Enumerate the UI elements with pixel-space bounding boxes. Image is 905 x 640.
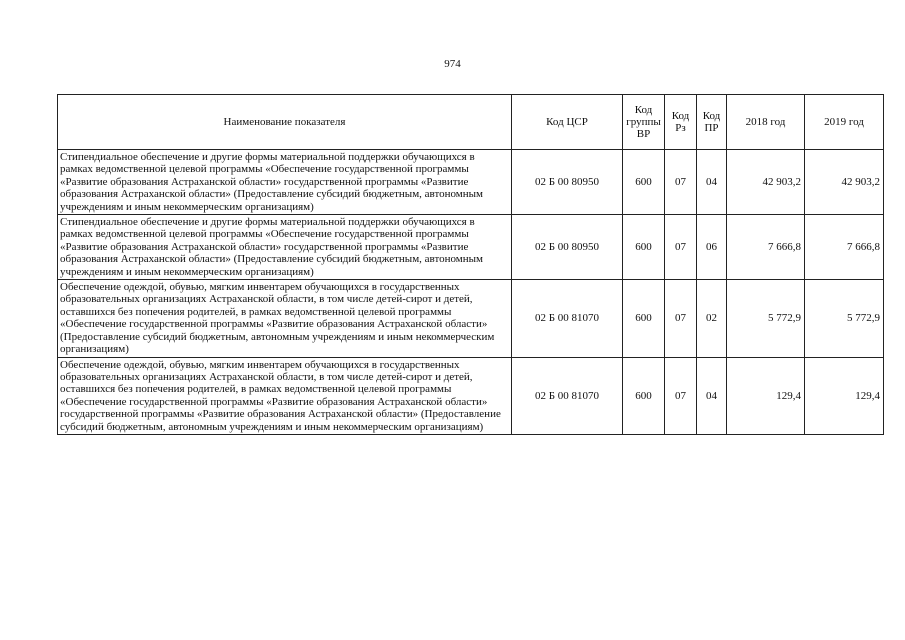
header-pr-code: Код ПР bbox=[697, 95, 727, 150]
budget-table bbox=[57, 94, 884, 435]
header-year-2018: 2018 год bbox=[727, 95, 805, 150]
indicator-name: Обеспечение одеждой, обувью, мягким инвентарем обучающихся в государственных образовательных организациях Астраханской области, в том числе детей-сирот и детей, оставшихся без попечения родителей, в рамках ведомственной целевой программы «Обеспечение государственной программы «Развитие образования Астраханской области» государственной программы «Развитие образования Астраханской области» (Предоставление субсидий бюджетным, автономным учреждениям и иным некоммерческим организациям) bbox=[58, 357, 512, 434]
csr-code: 02 Б 00 81070 bbox=[512, 357, 623, 434]
table-row bbox=[58, 357, 884, 434]
indicator-name: Стипендиальное обеспечение и другие формы материальной поддержки обучающихся в рамках ведомственной целевой программы «Обеспечение государственной программы «Развитие образования Астраханской области» государственной программы «Развитие образования Астраханской области» (Предоставление субсидий бюджетным, автономным учреждениям и иным некоммерческим организациям) bbox=[58, 150, 512, 215]
table-row bbox=[58, 280, 884, 357]
amount-2018: 7 666,8 bbox=[727, 215, 805, 280]
amount-2018: 42 903,2 bbox=[727, 150, 805, 215]
header-vr-code: Код группы ВР bbox=[623, 95, 665, 150]
csr-code: 02 Б 00 80950 bbox=[512, 150, 623, 215]
header-csr-code: Код ЦСР bbox=[512, 95, 623, 150]
header-rz-code: Код Рз bbox=[665, 95, 697, 150]
vr-code: 600 bbox=[623, 150, 665, 215]
amount-2019: 42 903,2 bbox=[805, 150, 884, 215]
pr-code: 04 bbox=[697, 150, 727, 215]
header-year-2019: 2019 год bbox=[805, 95, 884, 150]
amount-2019: 7 666,8 bbox=[805, 215, 884, 280]
amount-2018: 129,4 bbox=[727, 357, 805, 434]
pr-code: 04 bbox=[697, 357, 727, 434]
csr-code: 02 Б 00 81070 bbox=[512, 280, 623, 357]
amount-2019: 129,4 bbox=[805, 357, 884, 434]
table-header-row bbox=[58, 95, 884, 150]
table-row bbox=[58, 215, 884, 280]
pr-code: 06 bbox=[697, 215, 727, 280]
amount-2019: 5 772,9 bbox=[805, 280, 884, 357]
pr-code: 02 bbox=[697, 280, 727, 357]
table-row bbox=[58, 150, 884, 215]
vr-code: 600 bbox=[623, 280, 665, 357]
rz-code: 07 bbox=[665, 215, 697, 280]
rz-code: 07 bbox=[665, 357, 697, 434]
indicator-name: Стипендиальное обеспечение и другие формы материальной поддержки обучающихся в рамках ведомственной целевой программы «Обеспечение государственной программы «Развитие образования Астраханской области» государственной программы «Развитие образования Астраханской области» (Предоставление субсидий бюджетным, автономным учреждениям и иным некоммерческим организациям) bbox=[58, 215, 512, 280]
indicator-name: Обеспечение одеждой, обувью, мягким инвентарем обучающихся в государственных образовательных организациях Астраханской области, в том числе детей-сирот и детей, оставшихся без попечения родителей, в рамках ведомственной целевой программы «Обеспечение государственной программы «Развитие образования Астраханской области» (Предоставление субсидий бюджетным, автономным учреждениям и иным некоммерческим организациям) bbox=[58, 280, 512, 357]
header-indicator-name: Наименование показателя bbox=[58, 95, 512, 150]
rz-code: 07 bbox=[665, 280, 697, 357]
vr-code: 600 bbox=[623, 215, 665, 280]
vr-code: 600 bbox=[623, 357, 665, 434]
page-number: 974 bbox=[444, 58, 461, 70]
csr-code: 02 Б 00 80950 bbox=[512, 215, 623, 280]
rz-code: 07 bbox=[665, 150, 697, 215]
amount-2018: 5 772,9 bbox=[727, 280, 805, 357]
